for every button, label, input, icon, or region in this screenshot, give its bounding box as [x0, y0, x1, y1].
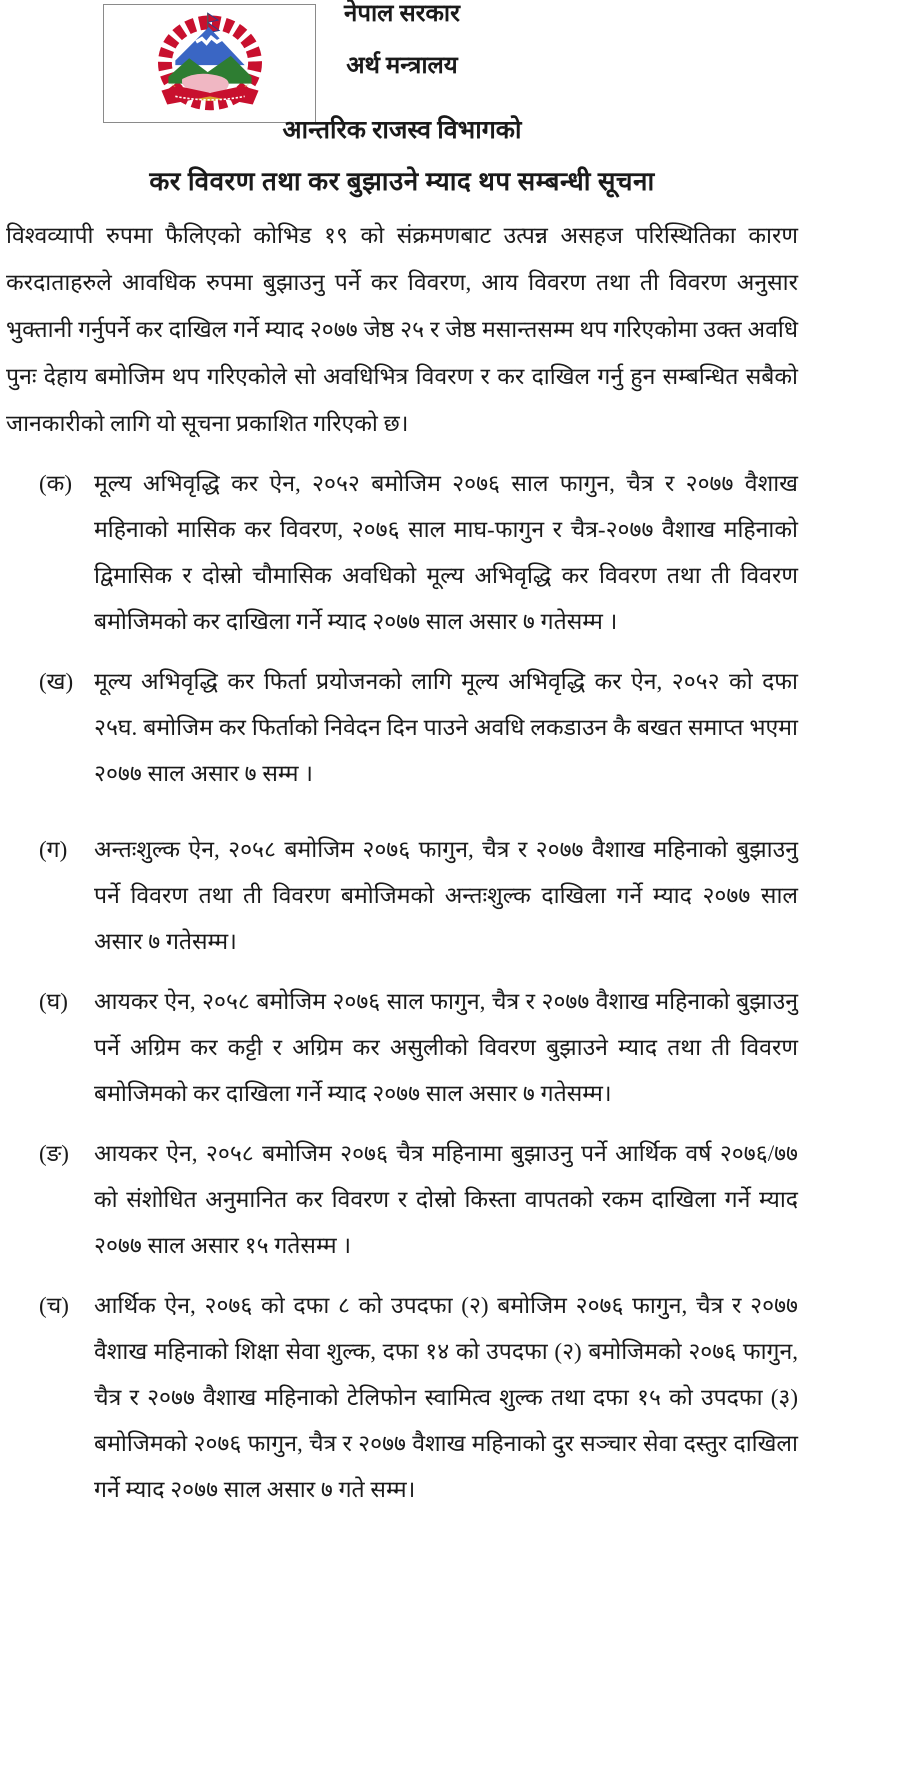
header-ministry: अर्थ मन्त्रालय [346, 53, 458, 79]
clause-text: आयकर ऐन, २०५८ बमोजिम २०७६ साल फागुन, चैत्र र २०७७ वैशाख महिनाको बुझाउनु पर्ने अग्रिम कर कट्टी र अग्रिम कर असुलीको विवरण बुझाउने म्याद तथा ती विवरण बमोजिमको कर दाखिला गर्ने म्याद २०७७ साल असार ७ गतेसम्म। [94, 989, 798, 1106]
clause-item-gha [6, 979, 798, 1117]
clause-label: (ङ) [39, 1141, 69, 1166]
clause-text: अन्तःशुल्क ऐन, २०५८ बमोजिम २०७६ फागुन, चैत्र र २०७७ वैशाख महिनाको बुझाउनु पर्ने विवरण तथा ती विवरण बमोजिमको अन्तःशुल्क दाखिला गर्ने म्याद २०७७ साल असार ७ गतेसम्म। [94, 837, 798, 954]
clause-text: आयकर ऐन, २०५८ बमोजिम २०७६ चैत्र महिनामा बुझाउनु पर्ने आर्थिक वर्ष २०७६/७७ को संशोधित अनुमानित कर विवरण र दोस्रो किस्ता वापतको रकम दाखिला गर्ने म्याद २०७७ साल असार १५ गतेसम्म । [94, 1141, 798, 1258]
header-government: नेपाल सरकार [344, 1, 460, 27]
clause-label: (घ) [39, 989, 68, 1014]
clause-item-kha [6, 659, 798, 797]
clause-label: (च) [39, 1293, 69, 1318]
header-department: आन्तरिक राजस्व विभागको [282, 117, 522, 144]
clause-label: (ख) [39, 669, 74, 694]
intro-paragraph: विश्वव्यापी रुपमा फैलिएको कोभिड १९ को संक्रमणबाट उत्पन्न असहज परिस्थितिका कारण करदाताहरुले आवधिक रुपमा बुझाउनु पर्ने कर विवरण, आय विवरण तथा ती विवरण अनुसार भुक्तानी गर्नुपर्ने कर दाखिल गर्ने म्याद २०७७ जेष्ठ २५ र जेष्ठ मसान्तसम्म थप गरिएकोमा उक्त अवधि पुनः देहाय बमोजिम थप गरिएकोले सो अवधिभित्र विवरण र कर दाखिल गर्नु हुन सम्बन्धित सबैको जानकारीको लागि यो सूचना प्रकाशित गरिएको छ। [6, 223, 798, 436]
clause-text: मूल्य अभिवृद्धि कर ऐन, २०५२ बमोजिम २०७६ साल फागुन, चैत्र र २०७७ वैशाख महिनाको मासिक कर विवरण, २०७६ साल माघ-फागुन र चैत्र-२०७७ वैशाख महिनाको द्विमासिक र दोस्रो चौमासिक अवधिको मूल्य अभिवृद्धि कर विवरण तथा ती विवरण बमोजिमको कर दाखिला गर्ने म्याद २०७७ साल असार ७ गतेसम्म । [94, 471, 798, 634]
clause-item-ga [6, 827, 798, 965]
document-header [6, 0, 798, 158]
clause-text: मूल्य अभिवृद्धि कर फिर्ता प्रयोजनको लागि मूल्य अभिवृद्धि कर ऐन, २०५२ को दफा २५घ. बमोजिम कर फिर्ताको निवेदन दिन पाउने अवधि लकडाउन कै बखत समाप्त भएमा २०७७ साल असार ७ सम्म । [94, 669, 798, 786]
clause-item-nga [6, 1131, 798, 1269]
clause-list [6, 461, 798, 1513]
document-content [6, 0, 798, 1513]
notice-title: कर विवरण तथा कर बुझाउने म्याद थप सम्बन्धी सूचना [149, 167, 655, 196]
clause-item-cha [6, 1283, 798, 1513]
clause-text: आर्थिक ऐन, २०७६ को दफा ८ को उपदफा (२) बमोजिम २०७६ फागुन, चैत्र र २०७७ वैशाख महिनाको शिक्षा सेवा शुल्क, दफा १४ को उपदफा (२) बमोजिमको २०७६ फागुन, चैत्र र २०७७ वैशाख महिनाको टेलिफोन स्वामित्व शुल्क तथा दफा १५ को उपदफा (३) बमोजिमको २०७६ फागुन, चैत्र र २०७७ वैशाख महिनाको दुर सञ्चार सेवा दस्तुर दाखिला गर्ने म्याद २०७७ साल असार ७ गते सम्म। [94, 1293, 798, 1502]
clause-label: (क) [39, 471, 72, 496]
clause-item-ka [6, 461, 798, 645]
clause-label: (ग) [39, 837, 68, 862]
